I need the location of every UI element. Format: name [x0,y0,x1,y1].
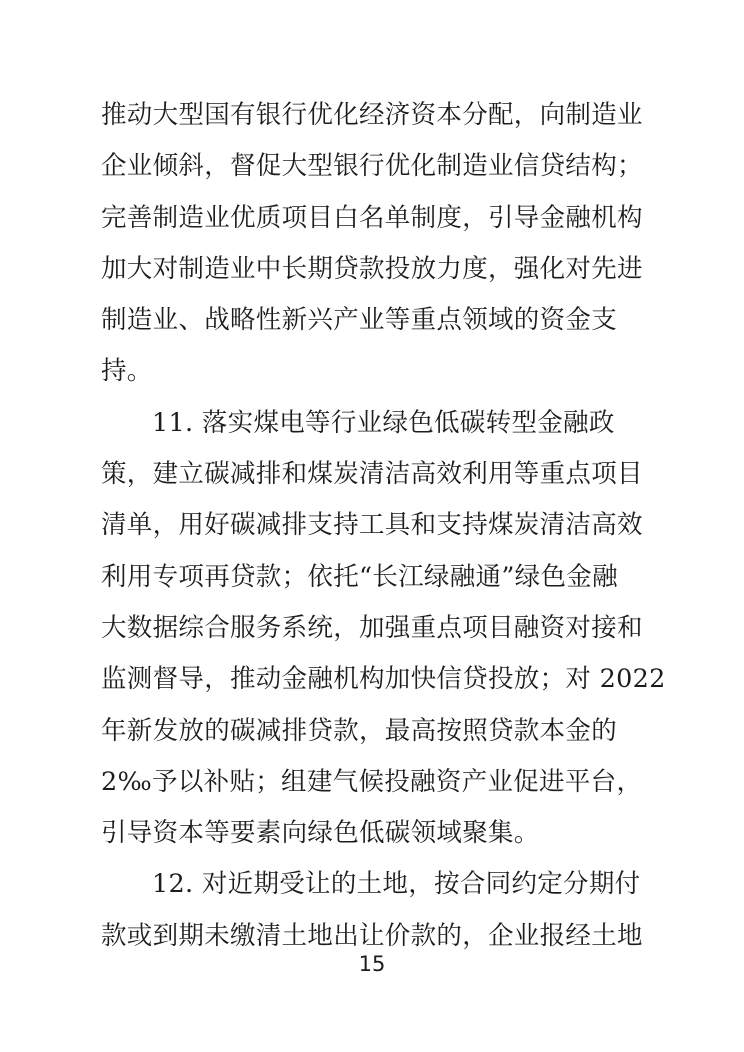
text-line: 年新发放的碳减排贷款，最高按照贷款本金的 [101,715,618,746]
text-line: 监测督导，推动金融机构加快信贷投放；对 2022 [101,664,666,695]
text-line: 2‰予以补贴；组建气候投融资产业促进平台， [101,766,643,797]
text-line: 持。 [101,356,153,387]
text-line: 策，建立碳减排和煤炭清洁高效利用等重点项目 [101,459,643,490]
text-line: 推动大型国有银行优化经济资本分配，向制造业 [101,100,643,130]
text-line: 企业倾斜，督促大型银行优化制造业信贷结构； [101,151,643,182]
body-text [101,90,666,962]
text-line: 加大对制造业中长期贷款投放力度，强化对先进 [101,253,643,284]
text-line: 制造业、战略性新兴产业等重点领域的资金支 [101,305,618,336]
paragraph-11-start: 11. 落实煤电等行业绿色低碳转型金融政 [152,407,615,438]
text-line: 引导资本等要素向绿色低碳领域聚集。 [101,818,540,849]
text-line: 清单，用好碳减排支持工具和支持煤炭清洁高效 [101,510,643,541]
text-line: 大数据综合服务系统，加强重点项目融资对接和 [101,612,643,643]
text-line: 款或到期未缴清土地出让价款的，企业报经土地 [101,920,643,951]
page-number: 15 [358,952,386,976]
paragraph-12-start: 12. 对近期受让的土地，按合同约定分期付 [152,869,641,900]
text-line: 利用专项再贷款；依托“长江绿融通”绿色金融 [101,561,618,592]
text-line: 完善制造业优质项目白名单制度，引导金融机构 [101,202,643,233]
